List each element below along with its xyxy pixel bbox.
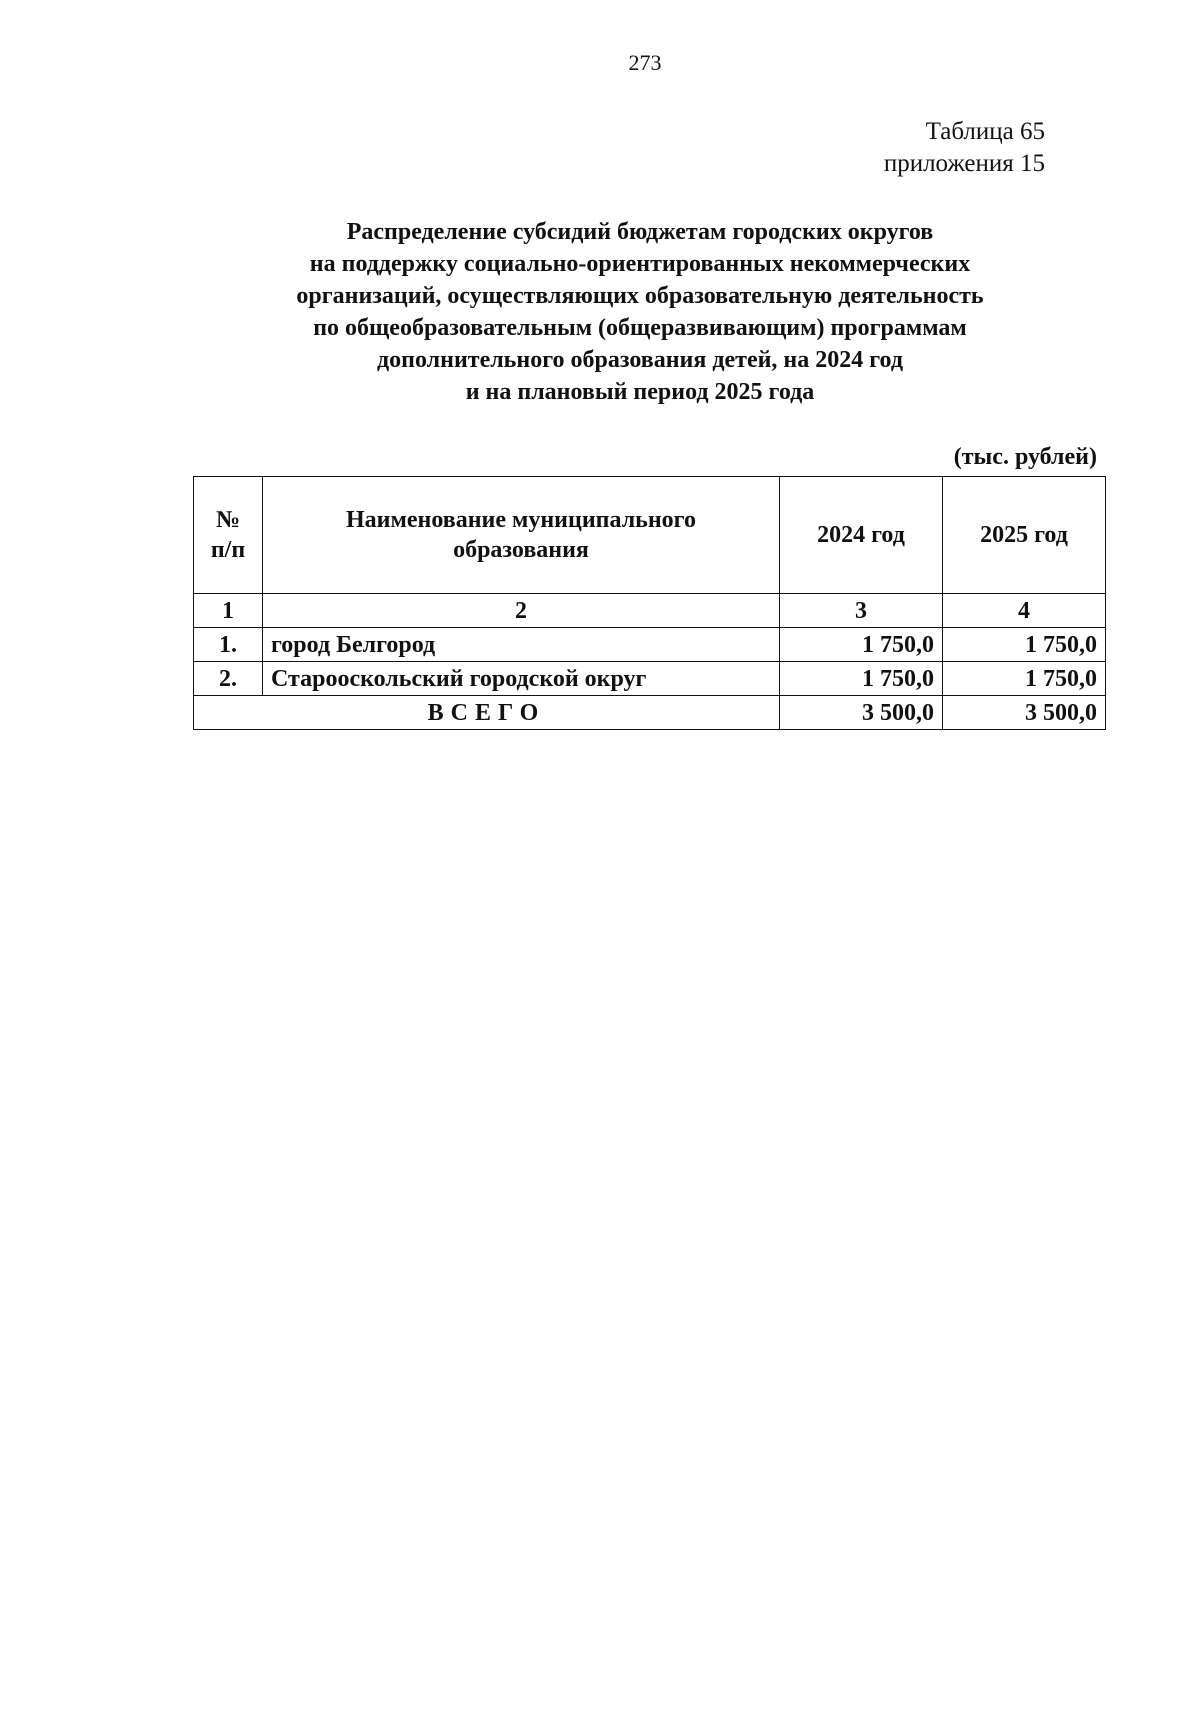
header-year-2024: 2024 год <box>780 477 943 594</box>
units-label: (тыс. рублей) <box>953 444 1097 470</box>
column-index-cell: 3 <box>780 594 943 628</box>
header-municipality-line-2: образования <box>453 537 589 563</box>
table-row <box>194 628 1106 662</box>
title-line: организаций, осуществляющих образовательную деятельность <box>296 283 984 309</box>
header-year-2025: 2025 год <box>943 477 1106 594</box>
title-line: по общеобразовательным (общеразвивающим) программам <box>313 315 967 341</box>
subsidy-table <box>193 476 1106 730</box>
row-value-2024: 1 750,0 <box>780 628 943 662</box>
column-index-cell: 1 <box>194 594 263 628</box>
column-index-cell: 2 <box>263 594 780 628</box>
total-label: ВСЕГО <box>194 696 780 730</box>
page-number: 273 <box>628 50 662 75</box>
row-number: 1. <box>194 628 263 662</box>
row-number: 2. <box>194 662 263 696</box>
table-reference <box>884 116 1045 180</box>
column-index-cell: 4 <box>943 594 1106 628</box>
title-line: и на плановый период 2025 года <box>465 379 815 405</box>
table-header-row <box>194 477 1106 594</box>
total-value-2024: 3 500,0 <box>780 696 943 730</box>
row-value-2025: 1 750,0 <box>943 628 1106 662</box>
title-line: Распределение субсидий бюджетам городских округов <box>346 219 934 245</box>
header-number <box>194 477 263 594</box>
column-index-row <box>194 594 1106 628</box>
total-row <box>194 696 1106 730</box>
document-title <box>190 216 1090 408</box>
header-number-line-1: № <box>215 507 241 533</box>
header-municipality <box>263 477 780 594</box>
table-row <box>194 662 1106 696</box>
table-reference-line-2: приложения 15 <box>883 150 1045 177</box>
row-value-2024: 1 750,0 <box>780 662 943 696</box>
total-value-2025: 3 500,0 <box>943 696 1106 730</box>
row-municipality: Старооскольский городской округ <box>263 662 780 696</box>
row-municipality: город Белгород <box>263 628 780 662</box>
title-line: дополнительного образования детей, на 2024 год <box>377 347 903 373</box>
header-municipality-line-1: Наименование муниципального <box>346 507 696 533</box>
title-line: на поддержку социально-ориентированных некоммерческих <box>309 251 971 277</box>
header-number-line-2: п/п <box>210 537 246 563</box>
row-value-2025: 1 750,0 <box>943 662 1106 696</box>
table-reference-line-1: Таблица 65 <box>925 118 1045 145</box>
